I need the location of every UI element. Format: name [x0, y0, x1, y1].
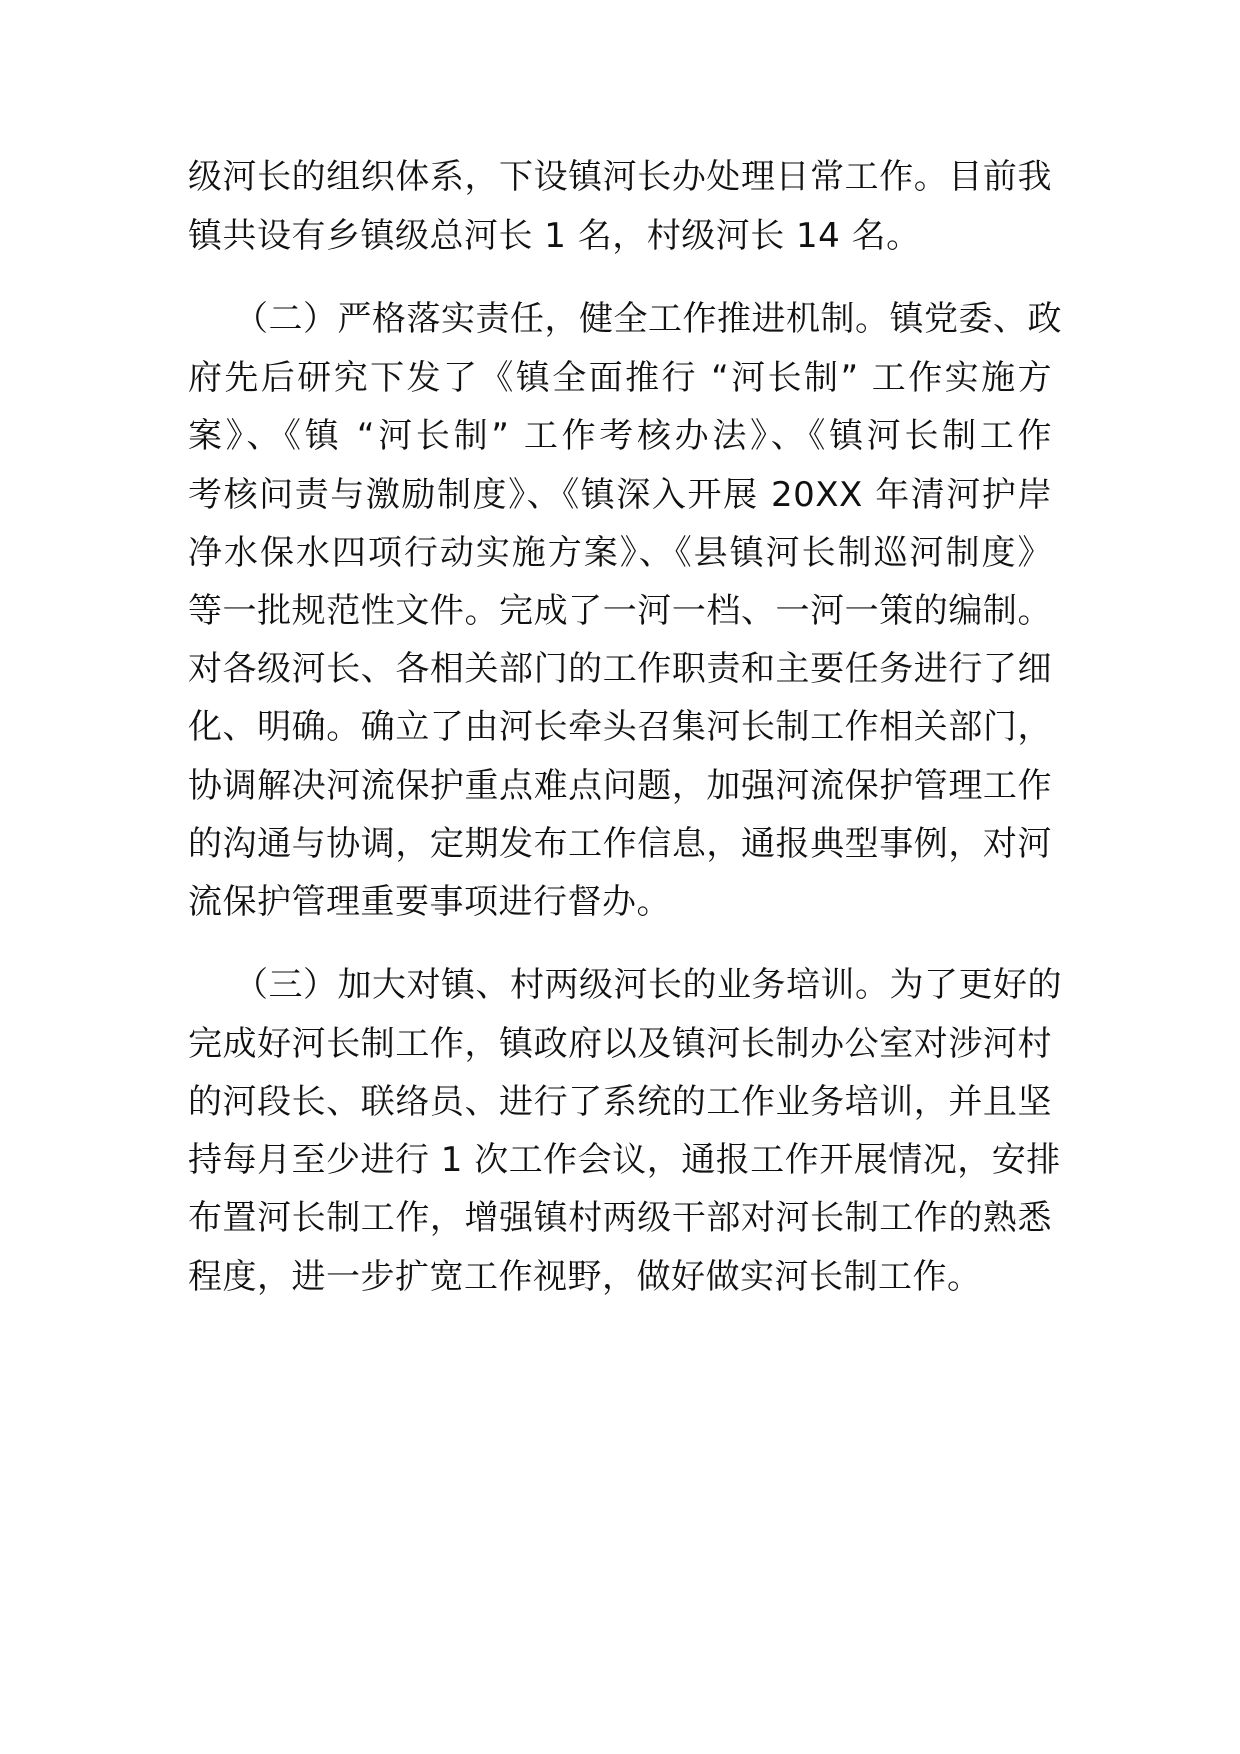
text-line: 布置河长制工作，增强镇村两级干部对河长制工作的熟悉: [188, 1198, 1052, 1238]
text-line: 净水保水四项行动实施方案》、《县镇河长制巡河制度》: [188, 533, 1052, 573]
text-line: 的沟通与协调，定期发布工作信息，通报典型事例，对河: [188, 824, 1052, 864]
text-line: 协调解决河流保护重点难点问题，加强河流保护管理工作: [188, 766, 1052, 806]
text-line: 等一批规范性文件。完成了一河一档、一河一策的编制。: [188, 591, 1052, 631]
text-line: 案》、《镇 “河长制” 工作考核办法》、《镇河长制工作: [188, 416, 1052, 456]
text-line: 完成好河长制工作，镇政府以及镇河长制办公室对涉河村: [188, 1024, 1052, 1064]
text-line: 持每月至少进行 1 次工作会议，通报工作开展情况，安排: [188, 1140, 1061, 1180]
text-line: 程度，进一步扩宽工作视野，做好做实河长制工作。: [188, 1257, 982, 1297]
text-line: 流保护管理重要事项进行督办。: [188, 882, 671, 922]
text-line: 级河长的组织体系，下设镇河长办处理日常工作。目前我: [188, 157, 1052, 197]
text-line: 对各级河长、各相关部门的工作职责和主要任务进行了细: [188, 649, 1052, 689]
section-heading-line: （二）严格落实责任，健全工作推进机制。镇党委、政: [234, 299, 1062, 339]
text-line: 府先后研究下发了《镇全面推行 “河长制” 工作实施方: [188, 358, 1052, 398]
text-line: 化、明确。确立了由河长牵头召集河长制工作相关部门，: [188, 707, 1052, 747]
text-line: 考核问责与激励制度》、《镇深入开展 20XX 年清河护岸: [188, 475, 1052, 515]
text-line: 的河段长、联络员、进行了系统的工作业务培训，并且坚: [188, 1082, 1052, 1122]
section-heading-line: （三）加大对镇、村两级河长的业务培训。为了更好的: [234, 965, 1062, 1005]
text-line: 镇共设有乡镇级总河长 1 名，村级河长 14 名。: [188, 216, 921, 256]
